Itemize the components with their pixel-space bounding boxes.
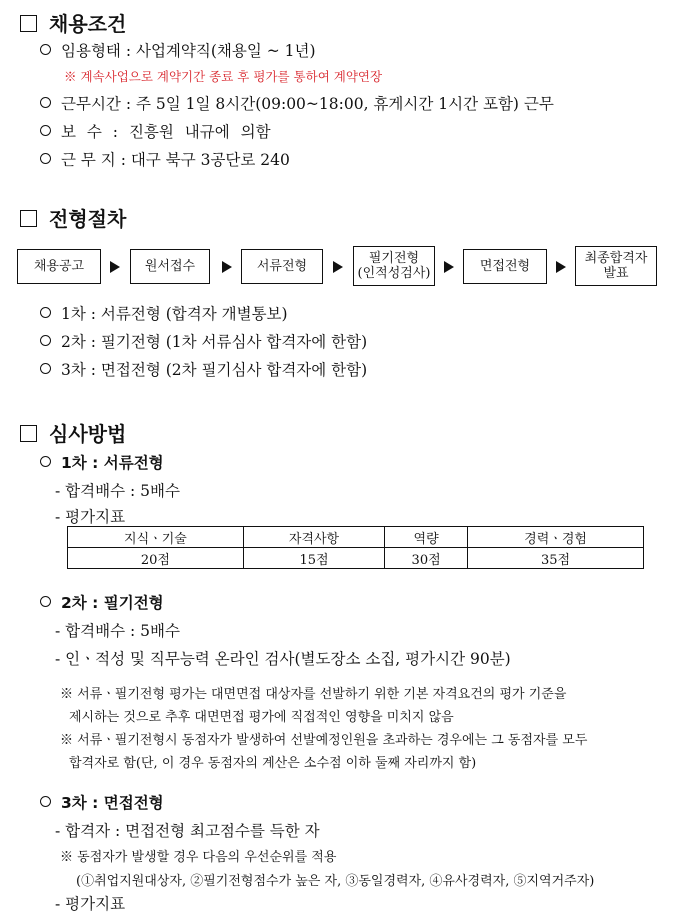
square-bullet-icon: [20, 15, 37, 32]
score-table: [67, 526, 644, 569]
round3-note-line: ※ 동점자가 발생할 경우 다음의 우선순위를 적용: [60, 850, 337, 865]
section-title-process: [20, 203, 126, 232]
condition-text: 근 무 지 : 대구 북구 3공단로 240: [61, 151, 290, 169]
step-label: 채용공고: [33, 259, 85, 274]
round-title-text: 3차 : 면접전형: [61, 794, 164, 812]
condition-item: [40, 120, 271, 142]
round3-index-label: - 평가지표: [55, 895, 126, 913]
step-application: [130, 249, 210, 284]
round-text: 2차 : 필기전형 (1차 서류심사 합격자에 한함): [61, 333, 368, 351]
condition-item: [40, 39, 316, 61]
step-label: 최종합격자: [584, 251, 648, 266]
arrow-right-icon: [444, 261, 454, 273]
condition-text: 근무시간 : 주 5일 1일 8시간(09:00~18:00, 휴게시간 1시간 포함) 근무: [61, 95, 554, 113]
round1-index-label: - 평가지표: [55, 508, 126, 526]
round2-note-line: ※ 서류ㆍ필기전형 평가는 대면면접 대상자를 선발하기 위한 기본 자격요건의 평가 기준을: [60, 687, 567, 702]
arrow-right-icon: [110, 261, 120, 273]
circle-bullet-icon: [40, 363, 51, 374]
round1-multiplier: - 합격배수 : 5배수: [55, 482, 180, 500]
round-title-text: 1차 : 서류전형: [61, 454, 164, 472]
contract-note: ※ 계속사업으로 계약기간 종료 후 평가를 통하여 계약연장: [64, 69, 383, 84]
condition-text: 보 수 : 진흥원 내규에 의함: [61, 123, 271, 141]
step-document-screening: [241, 249, 323, 284]
table-row: [68, 527, 644, 548]
section-title-text: 심사방법: [49, 422, 127, 446]
round3-title: [40, 791, 164, 813]
circle-bullet-icon: [40, 307, 51, 318]
section-title-evaluation: [20, 418, 126, 447]
step-label: 원서접수: [144, 259, 196, 274]
circle-bullet-icon: [40, 44, 51, 55]
table-header-cell: 경력ㆍ경험: [468, 527, 644, 548]
section-title-conditions: [20, 8, 126, 37]
square-bullet-icon: [20, 425, 37, 442]
arrow-right-icon: [333, 261, 343, 273]
table-row: [68, 548, 644, 569]
step-label: 면접전형: [479, 259, 531, 274]
table-header-cell: 역량: [385, 527, 468, 548]
table-header-cell: 지식ㆍ기술: [68, 527, 244, 548]
step-sublabel: (인적성검사): [357, 266, 431, 281]
round-item: [40, 358, 367, 380]
circle-bullet-icon: [40, 97, 51, 108]
round2-test-info: - 인ㆍ적성 및 직무능력 온라인 검사(별도장소 소집, 평가시간 90분): [55, 650, 511, 668]
round2-note-line: ※ 서류ㆍ필기전형시 동점자가 발생하여 선발예정인원을 초과하는 경우에는 그 동점자를 모두: [60, 733, 588, 748]
table-cell: 30점: [385, 548, 468, 569]
section-title-text: 채용조건: [49, 12, 127, 36]
step-label: 필기전형: [368, 251, 420, 266]
round2-multiplier: - 합격배수 : 5배수: [55, 622, 180, 640]
table-cell: 35점: [468, 548, 644, 569]
round-item: [40, 330, 367, 352]
table-header-cell: 자격사항: [243, 527, 384, 548]
circle-bullet-icon: [40, 456, 51, 467]
circle-bullet-icon: [40, 796, 51, 807]
step-sublabel: 발표: [603, 266, 629, 281]
circle-bullet-icon: [40, 153, 51, 164]
circle-bullet-icon: [40, 596, 51, 607]
section-title-text: 전형절차: [49, 207, 127, 231]
table-cell: 20점: [68, 548, 244, 569]
step-announcement: [17, 249, 101, 284]
circle-bullet-icon: [40, 125, 51, 136]
condition-item: [40, 148, 290, 170]
round2-note-line: 제시하는 것으로 추후 대면면접 평가에 직접적인 영향을 미치지 않음: [69, 710, 454, 725]
step-final-announcement: [575, 246, 657, 286]
condition-text: 임용형태 : 사업계약직(채용일 ~ 1년): [61, 42, 316, 60]
round3-priority-list: (①취업지원대상자, ②필기전형점수가 높은 자, ③동일경력자, ④유사경력자, ⑤지역거주자): [76, 874, 595, 889]
circle-bullet-icon: [40, 335, 51, 346]
arrow-right-icon: [222, 261, 232, 273]
table-cell: 15점: [243, 548, 384, 569]
round-title-text: 2차 : 필기전형: [61, 594, 164, 612]
round1-title: [40, 451, 164, 473]
round-text: 3차 : 면접전형 (2차 필기심사 합격자에 한함): [61, 361, 368, 379]
round3-winner: - 합격자 : 면접전형 최고점수를 득한 자: [55, 822, 320, 840]
condition-item: [40, 92, 554, 114]
step-written-test: [353, 246, 435, 286]
step-label: 서류전형: [256, 259, 308, 274]
round2-title: [40, 591, 164, 613]
arrow-right-icon: [556, 261, 566, 273]
step-interview: [463, 249, 547, 284]
round-item: [40, 302, 288, 324]
square-bullet-icon: [20, 210, 37, 227]
round-text: 1차 : 서류전형 (합격자 개별통보): [61, 305, 288, 323]
round2-note-line: 합격자로 함(단, 이 경우 동점자의 계산은 소수점 이하 둘째 자리까지 함): [69, 756, 477, 771]
